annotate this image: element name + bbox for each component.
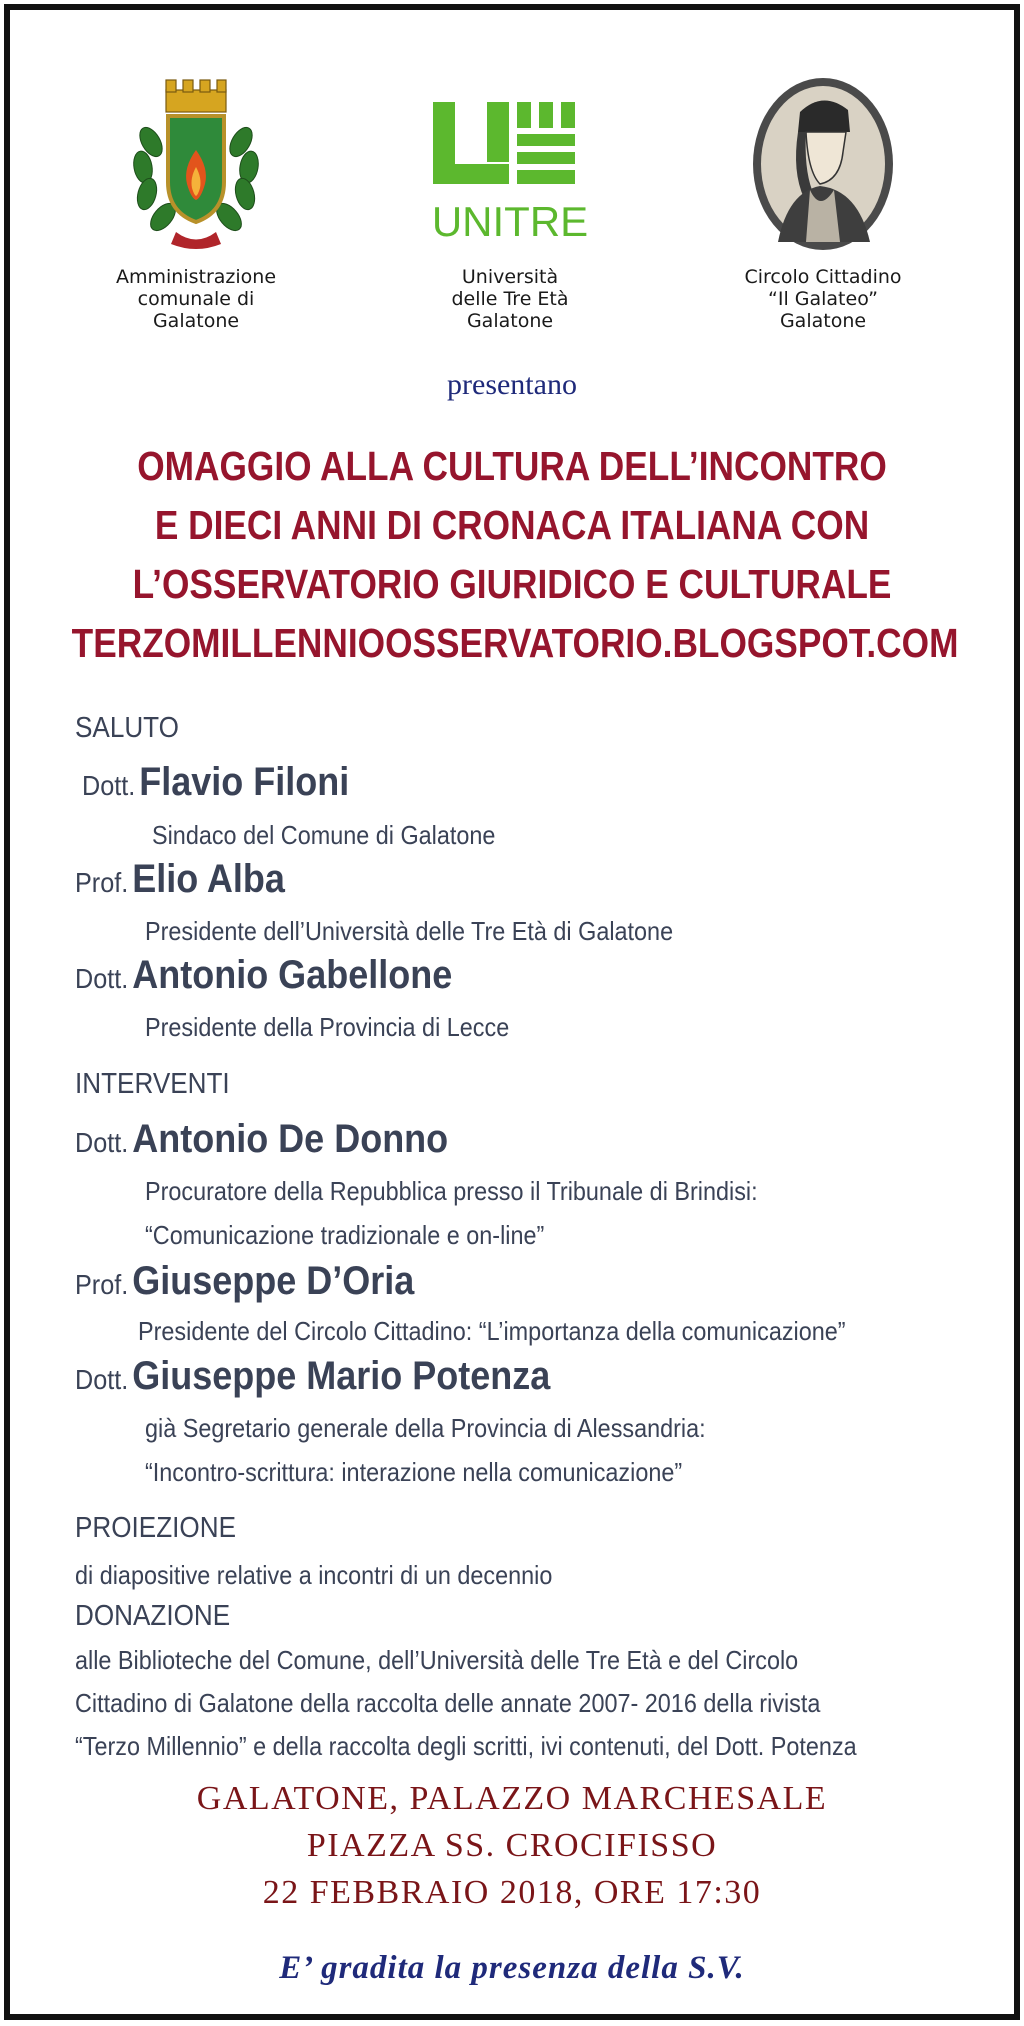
speaker-title: Prof. <box>75 1269 129 1300</box>
donazione-heading: DONAZIONE <box>75 1600 231 1632</box>
comune-logo-block <box>66 72 326 332</box>
title-line: E DIECI ANNI DI CRONACA ITALIANA CON <box>154 502 870 548</box>
speaker-de-donno <box>75 1117 448 1162</box>
speaker-d-oria <box>75 1259 414 1304</box>
closing-line: E’ gradita la presenza della S.V. <box>279 1950 745 1986</box>
circolo-caption: Circolo Cittadino “Il Galateo” Galatone <box>744 266 902 332</box>
speaker-name: Flavio Filoni <box>139 760 350 804</box>
donazione-text: Cittadino di Galatone della raccolta delle annate 2007- 2016 della rivista <box>75 1688 821 1718</box>
talk-title: “Incontro-scrittura: interazione nella comunicazione” <box>145 1457 683 1487</box>
speaker-name: Antonio Gabellone <box>132 953 453 997</box>
comune-caption: Amministrazione comunale di Galatone <box>115 266 277 332</box>
speaker-role: già Segretario generale della Provincia di Alessandria: <box>145 1413 706 1443</box>
speaker-title: Dott. <box>75 1364 129 1395</box>
circolo-logo-block <box>693 72 953 332</box>
speaker-title: Dott. <box>82 770 136 801</box>
event-title <box>71 437 959 673</box>
speaker-name: Antonio De Donno <box>132 1117 449 1161</box>
coat-of-arms-icon <box>121 72 271 252</box>
unitre-caption: Università delle Tre Età Galatone <box>451 266 569 332</box>
unitre-logo <box>425 86 595 252</box>
speaker-role: Presidente del Circolo Cittadino: “L’importanza della comunicazione” <box>138 1316 846 1346</box>
speaker-title: Dott. <box>75 1127 129 1158</box>
unitre-wordmark: UNITRE <box>431 198 589 245</box>
speaker-name: Giuseppe D’Oria <box>132 1259 415 1303</box>
venue-line: GALATONE, PALAZZO MARCHESALE <box>196 1780 828 1817</box>
speaker-alba <box>75 857 285 902</box>
talk-title: “Comunicazione tradizionale e on-line” <box>145 1220 545 1250</box>
venue-line: PIAZZA SS. CROCIFISSO <box>306 1827 718 1864</box>
logo-row <box>0 72 1024 342</box>
intro-text: presentano <box>447 368 577 401</box>
speaker-role: Presidente dell’Università delle Tre Età di Galatone <box>145 916 674 946</box>
speaker-role: Sindaco del Comune di Galatone <box>152 820 496 850</box>
unitre-logo-block <box>380 72 640 332</box>
title-line: OMAGGIO ALLA CULTURA DELL’INCONTRO <box>137 443 887 489</box>
title-line: L’OSSERVATORIO GIURIDICO E CULTURALE <box>132 561 892 607</box>
blog-address: TERZOMILLENNIOOSSERVATORIO.BLOGSPOT.COM <box>71 620 959 666</box>
speaker-title: Prof. <box>75 867 129 898</box>
speaker-name: Giuseppe Mario Potenza <box>132 1354 551 1398</box>
event-date: 22 FEBBRAIO 2018, ORE 17:30 <box>262 1874 762 1911</box>
saluto-heading: SALUTO <box>75 712 179 744</box>
speaker-role: Procuratore della Repubblica presso il Tribunale di Brindisi: <box>145 1176 758 1206</box>
speaker-filoni <box>82 760 349 805</box>
venue-info <box>0 1775 1024 1916</box>
speaker-title: Dott. <box>75 963 129 994</box>
speaker-role: Presidente della Provincia di Lecce <box>145 1012 510 1042</box>
proiezione-heading: PROIEZIONE <box>75 1512 236 1544</box>
donazione-text: “Terzo Millennio” e della raccolta degli scritti, ivi contenuti, del Dott. Potenza <box>75 1731 857 1761</box>
proiezione-text: di diapositive relative a incontri di un decennio <box>75 1560 553 1590</box>
speaker-name: Elio Alba <box>132 857 285 901</box>
donazione-text: alle Biblioteche del Comune, dell’Università delle Tre Età e del Circolo <box>75 1645 799 1675</box>
portrait-medallion-icon <box>748 72 898 252</box>
speaker-gabellone <box>75 953 452 998</box>
speaker-potenza <box>75 1354 550 1399</box>
interventi-heading: INTERVENTI <box>75 1068 230 1100</box>
